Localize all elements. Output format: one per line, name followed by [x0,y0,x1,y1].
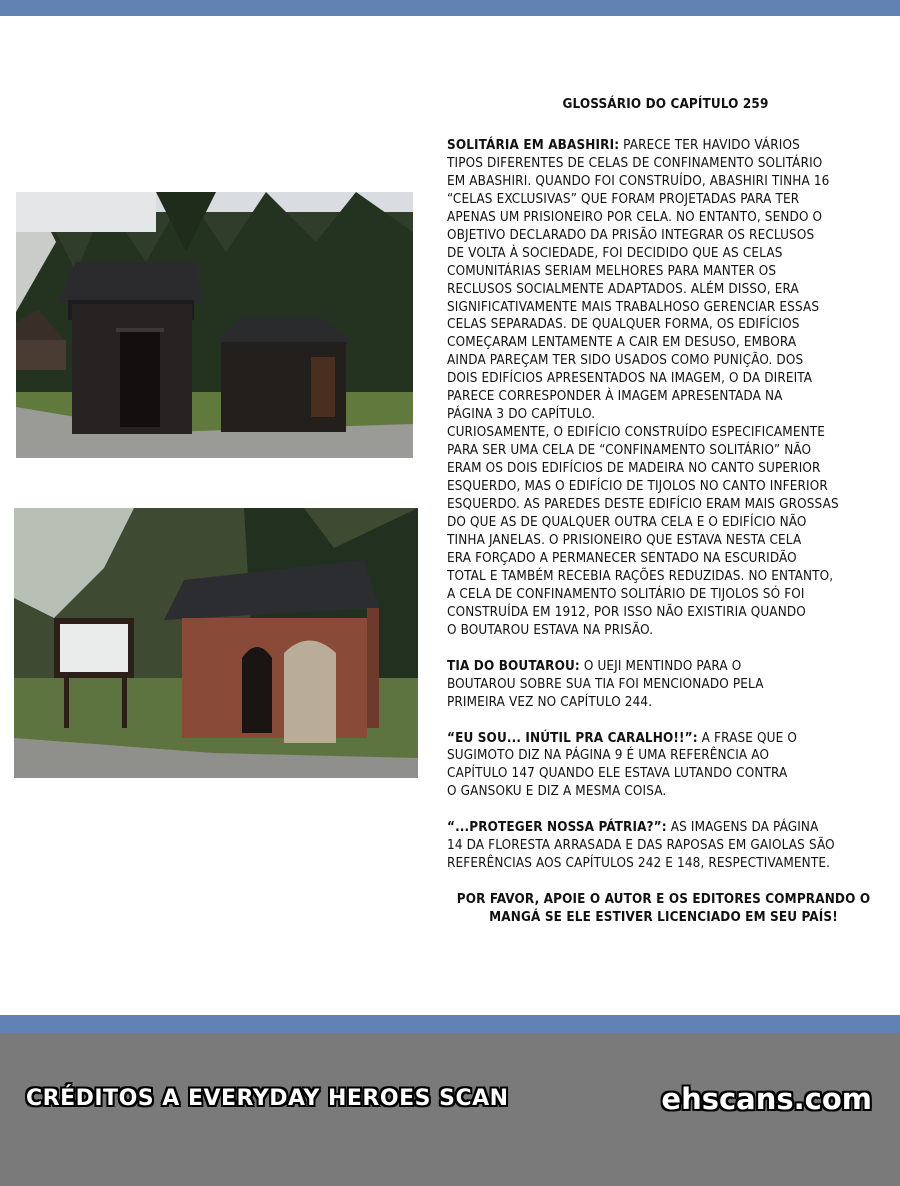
glossary-section [447,96,872,927]
glossary-text: AS IMAGENS DA PÁGINA 14 DA FLORESTA ARRASADA E DAS RAPOSAS EM GAIOLAS SÃO REFERÊNCIAS AOS CAPÍTULOS 242 E 148, RESPECTIVAMENTE. [447,820,835,872]
bottom-border-band [0,1015,900,1033]
glossary-entry [447,819,872,873]
brick-cell-photo [14,508,418,778]
glossary-entry [447,658,872,712]
glossary-entry [447,137,872,640]
wooden-cells-photo [16,192,413,458]
glossary-text: A FRASE QUE O SUGIMOTO DIZ NA PÁGINA 9 É UMA REFERÊNCIA AO CAPÍTULO 147 QUANDO ELE ESTAVA LUTANDO CONTRA O GANSOKU E DIZ A MESMA COISA. [447,730,797,800]
glossary-title: GLOSSÁRIO DO CAPÍTULO 259 [562,97,769,112]
glossary-term: “...PROTEGER NOSSA PÁTRIA?”: [447,820,667,836]
glossary-text: O UEJI MENTINDO PARA O BOUTAROU SOBRE SUA TIA FOI MENCIONADO PELA PRIMEIRA VEZ NO CAPÍTULO 244. [447,658,764,710]
glossary-term: TIA DO BOUTAROU: [447,658,580,674]
glossary-term: SOLITÁRIA EM ABASHIRI: [447,137,620,153]
site-link[interactable]: ehscans.com [661,1082,872,1116]
support-message: POR FAVOR, APOIE O AUTOR E OS EDITORES COMPRANDO O MANGÁ SE ELE ESTIVER LICENCIADO EM SEU PAÍS! [456,892,871,926]
glossary-entry [447,730,872,802]
top-border-band [0,0,900,16]
glossary-text: PARECE TER HAVIDO VÁRIOS TIPOS DIFERENTES DE CELAS DE CONFINAMENTO SOLITÁRIO EM ABASHIRI. QUANDO FOI CONSTRUÍDO, ABASHIRI TINHA 16 “CELAS EXCLUSIVAS” QUE FORAM PROJETADAS PARA TER APENAS UM PRISIONEIRO POR CELA. NO ENTANTO, SENDO O OBJETIVO DECLARADO DA PRISÃO INTEGRAR OS RECLUSOS DE VOLTA À SOCIEDADE, FOI DECIDIDO QUE AS CELAS COMUNITÁRIAS SERIAM MELHORES PARA MANTER OS RECLUSOS SOCIALMENTE ADAPTADOS. ALÉM DISSO, ERA SIGNIFICATIVAMENTE MAIS TRABALHOSO GERENCIAR ESSAS CELAS SEPARADAS. DE QUALQUER FORMA, OS EDIFÍCIOS COMEÇARAM LENTAMENTE A CAIR EM DESUSO, EMBORA AINDA PAREÇAM TER SIDO USADOS COMO PUNIÇÃO. DOS DOIS EDIFÍCIOS APRESENTADOS NA IMAGEM, O DA DIREITA PARECE CORRESPONDER À IMAGEM APRESENTADA NA PÁGINA 3 DO CAPÍTULO. CURIOSAMENTE, O EDIFÍCIO CONSTRUÍDO ESPECIFICAMENTE PARA SER UMA CELA DE “CONFINAMENTO SOLITÁRIO” NÃO ERAM OS DOIS EDIFÍCIOS DE MADEIRA NO CANTO SUPERIOR ESQUERDO, MAS O EDIFÍCIO DE TIJOLOS NO CANTO INFERIOR ESQUERDO. AS PAREDES DESTE EDIFÍCIO ERAM MAIS GROSSAS DO QUE AS DE QUALQUER OUTRA CELA E O EDIFÍCIO NÃO TINHA JANELAS. O PRISIONEIRO QUE ESTAVA NESTA CELA ERA FORÇADO A PERMANECER SENTADO NA ESCURIDÃO TOTAL E TAMBÉM RECEBIA RAÇÕES REDUZIDAS. NO ENTANTO, A CELA DE CONFINAMENTO SOLITÁRIO DE TIJOLOS SÓ FOI CONSTRUÍDA EM 1912, POR ISSO NÃO EXISTIRIA QUANDO O BOUTAROU ESTAVA NA PRISÃO. [447,137,839,638]
credits-text: CRÉDITOS A EVERYDAY HEROES SCAN [26,1086,509,1111]
glossary-term: “EU SOU... INÚTIL PRA CARALHO!!”: [447,730,698,746]
